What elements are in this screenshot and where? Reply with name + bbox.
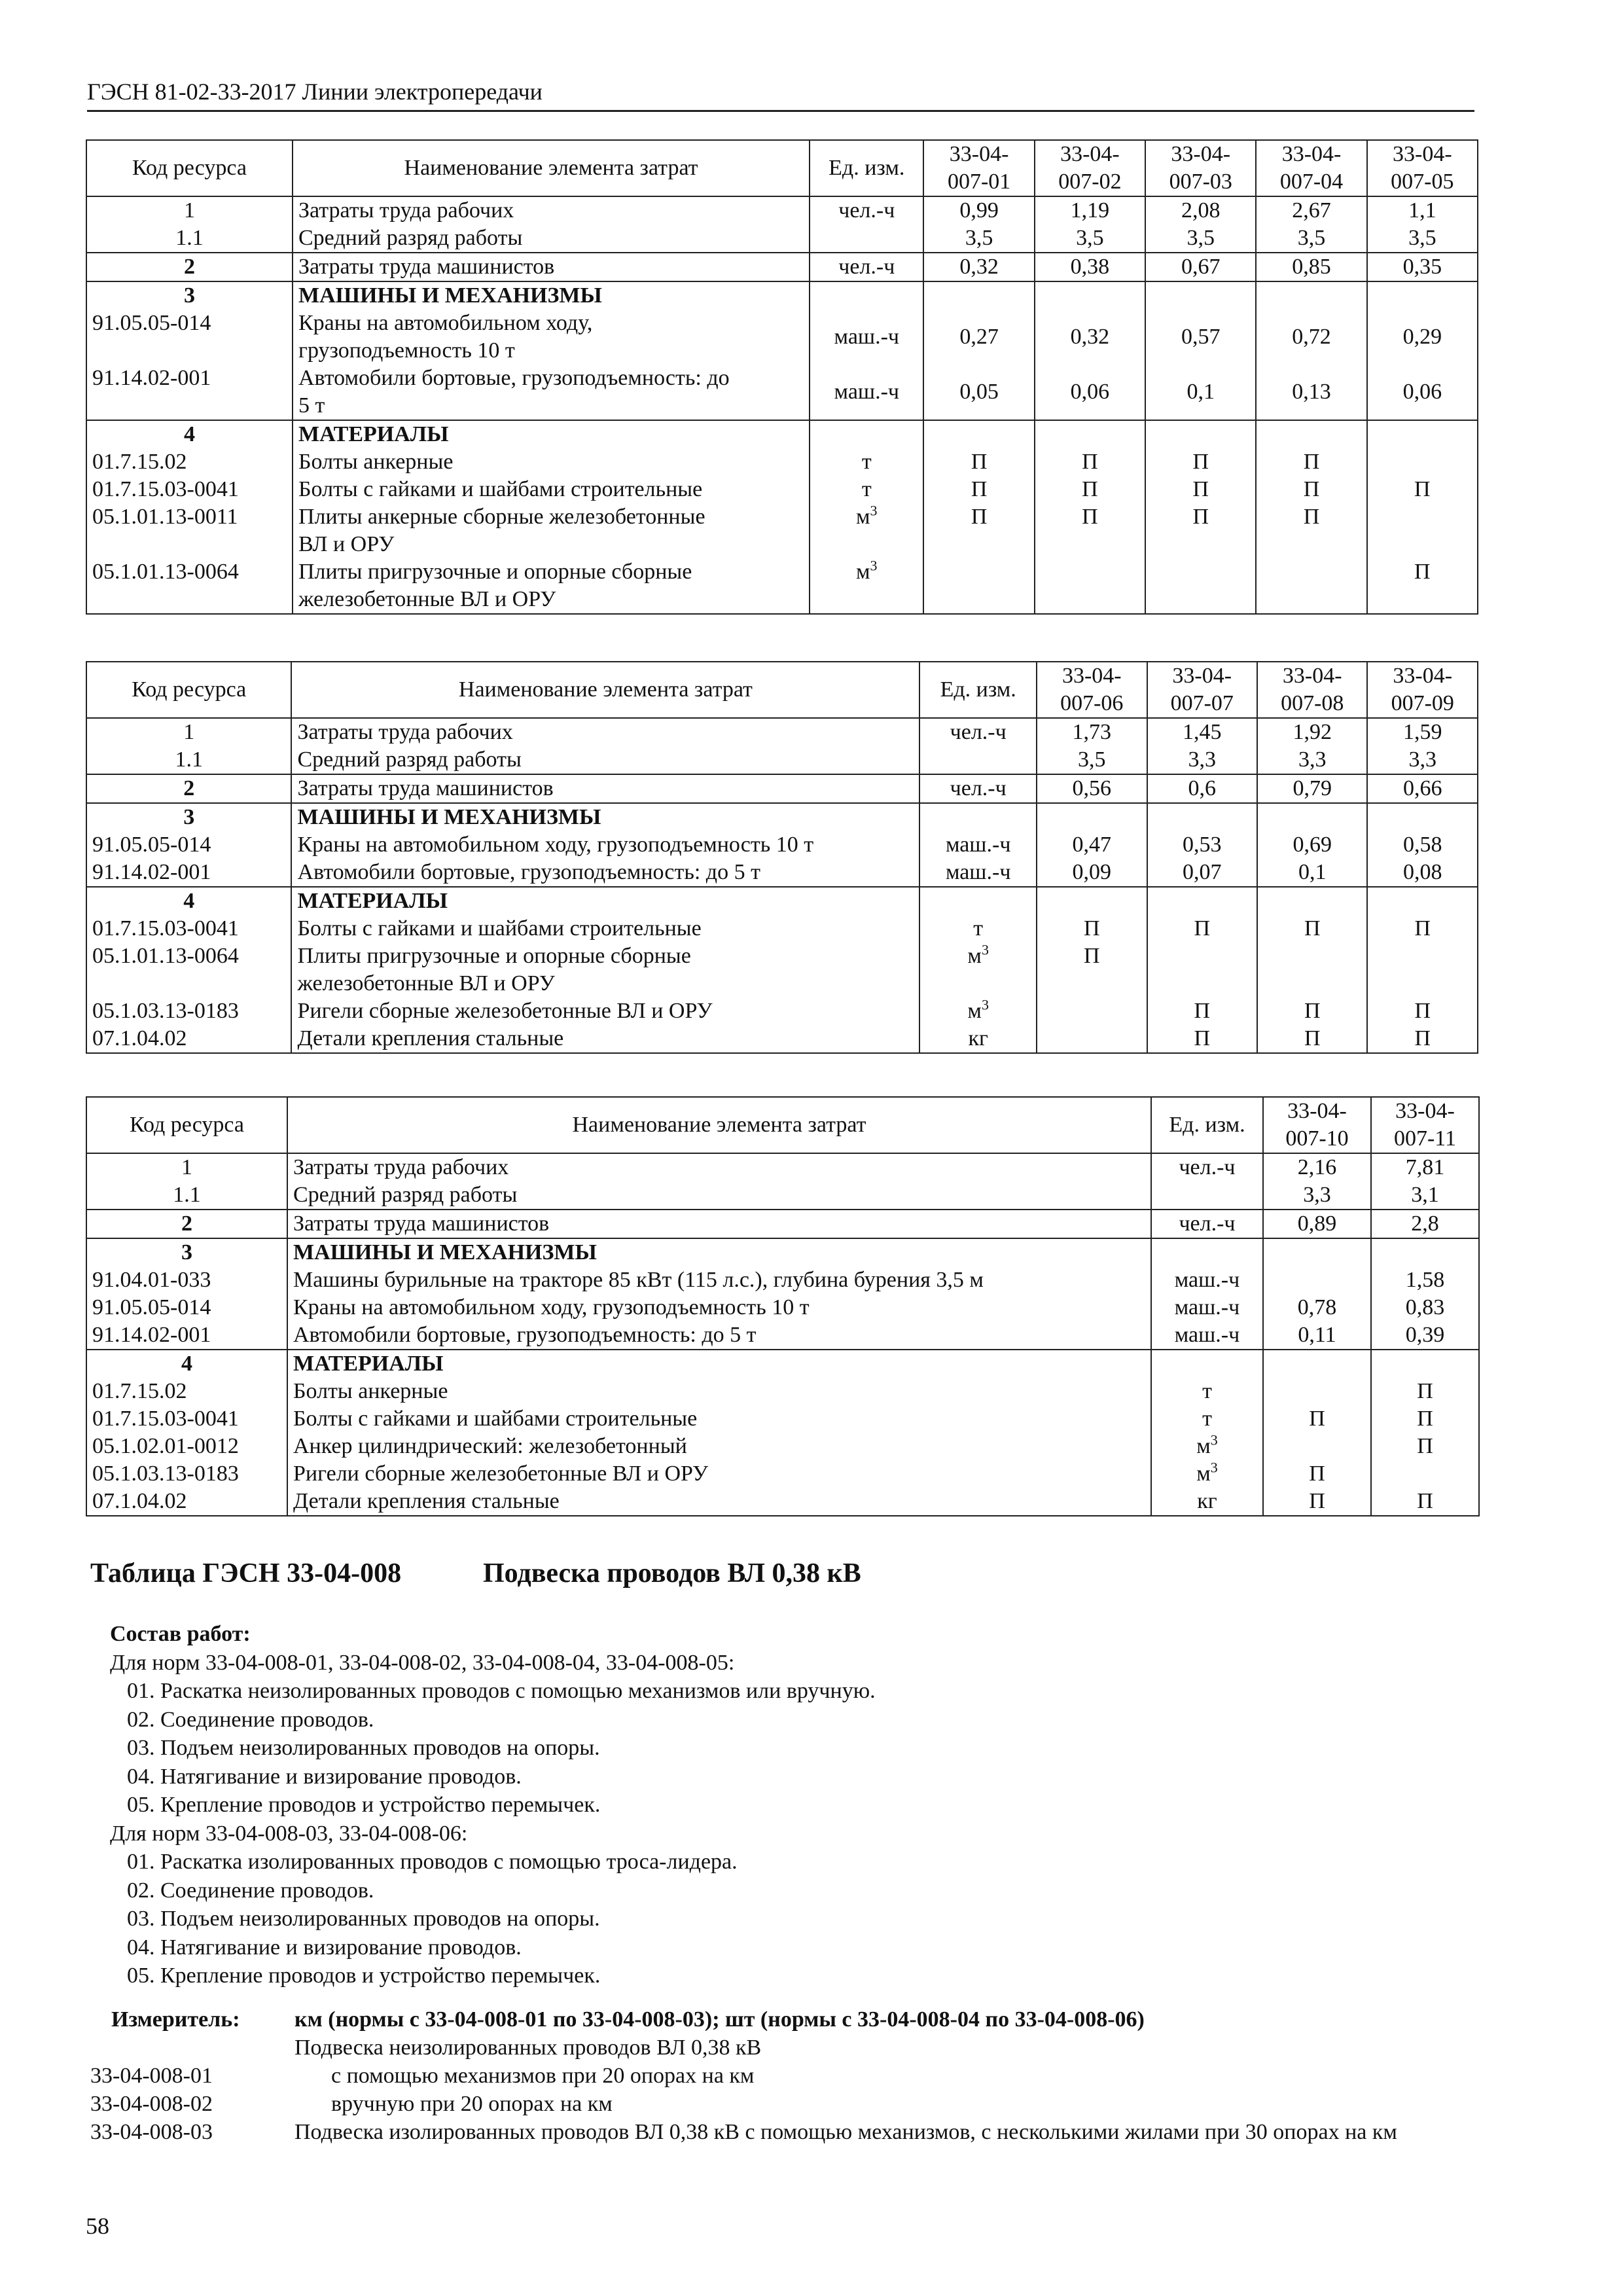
column-header: Наименование элемента затрат [291,662,919,718]
resource-name: Затраты труда рабочих [287,1153,1151,1181]
page-number: 58 [86,2213,109,2239]
table-row [86,1266,1479,1294]
table-row [86,1210,1479,1238]
norm-value: 3,3 [1367,746,1478,774]
section-heading: МАТЕРИАЛЫ [287,1350,1151,1378]
resource-code: 05.1.01.13-0064 [86,558,293,614]
measure-group: Подвеска неизолированных проводов ВЛ 0,38 кВ [294,2036,762,2060]
resource-code: 05.1.02.01-0012 [86,1433,287,1460]
norm-value: 0,69 [1257,831,1367,859]
resource-unit: $м^3$ [919,997,1037,1025]
resource-code: 4 [86,887,291,915]
column-header: 33-04- 007-05 [1367,140,1478,196]
norm-value: 1,92 [1257,718,1367,746]
norm-value: 3,3 [1257,746,1367,774]
norm-value: П [1371,1433,1479,1460]
resource-code: 4 [86,1350,287,1378]
table-title [90,1558,861,1589]
norm-value: 2,67 [1256,196,1366,224]
norm-value: П [1257,1025,1367,1053]
resource-code: 3 [86,281,293,310]
norm-value: П [923,476,1034,503]
resource-name: Затраты труда машинистов [287,1210,1151,1238]
resource-name: Затраты труда рабочих [293,196,810,224]
resource-code: 1.1 [86,746,291,774]
measure-label: Измеритель: [111,2007,240,2032]
resource-unit: чел.-ч [810,253,923,281]
table-row [86,718,1478,746]
norm-item [90,2062,1484,2090]
resource-unit: чел.-ч [1151,1210,1263,1238]
norm-value: 0,06 [1035,365,1145,420]
resource-code: 91.14.02-001 [86,365,293,420]
section-heading: МАШИНЫ И МЕХАНИЗМЫ [287,1238,1151,1266]
column-header: Код ресурса [86,662,291,718]
table-header-row [86,140,1478,196]
resource-code: 91.14.02-001 [86,859,291,887]
resource-unit: кг [1151,1488,1263,1516]
table-header-row [86,662,1478,718]
table-title-number: Таблица ГЭСН 33-04-008 [90,1558,402,1588]
resource-name: Затраты труда рабочих [291,718,919,746]
section-heading: МАТЕРИАЛЫ [291,887,919,915]
column-header: Ед. изм. [919,662,1037,718]
norm-text: вручную при 20 опорах на км [331,2092,613,2116]
norm-value: 0,29 [1367,310,1478,365]
norm-value: 0,35 [1367,253,1478,281]
norm-value: 1,45 [1147,718,1257,746]
measure-value: км (нормы с 33-04-008-01 по 33-04-008-03); шт (нормы с 33-04-008-04 по 33-04-008-06) [294,2007,1145,2032]
resource-unit: маш.-ч [1151,1266,1263,1294]
norm-value: П [1371,1405,1479,1433]
resource-table-3 [86,1096,1480,1516]
table-row [86,253,1478,281]
norm-value: 0,1 [1257,859,1367,887]
table-row [86,915,1478,942]
resource-name: Автомобили бортовые, грузоподъемность: до 5 т [293,365,810,420]
resource-unit: чел.-ч [810,196,923,224]
norm-value: 3,5 [1256,224,1366,253]
section-heading: МАШИНЫ И МЕХАНИЗМЫ [291,803,919,831]
resource-name: Анкер цилиндрический: железобетонный [287,1433,1151,1460]
norm-text: с помощью механизмов при 20 опорах на км [331,2064,755,2088]
resource-unit: т [919,915,1037,942]
resource-name: Болты анкерные [287,1378,1151,1405]
norm-value: 0,07 [1147,859,1257,887]
norm-value: П [1371,1488,1479,1516]
norm-value: 7,81 [1371,1153,1479,1181]
norm-text: Подвеска изолированных проводов ВЛ 0,38 кВ с помощью механизмов, с несколькими жилами при 30 опорах на км [294,2120,1397,2144]
resource-code: 05.1.03.13-0183 [86,1460,287,1488]
resource-code: 01.7.15.03-0041 [86,476,293,503]
norm-value: 3,3 [1147,746,1257,774]
resource-code: 91.14.02-001 [86,1321,287,1350]
table-row [86,196,1478,224]
norm-code: 33-04-008-01 [90,2064,213,2088]
work-line: 01. Раскатка неизолированных проводов с помощью механизмов или вручную. [127,1679,876,1703]
norm-value: П [1263,1460,1371,1488]
table-row [86,558,1478,614]
resource-code: 07.1.04.02 [86,1488,287,1516]
norm-value: П [1263,1405,1371,1433]
norm-value: П [1035,448,1145,476]
norm-value: П [1367,915,1478,942]
resource-code: 3 [86,1238,287,1266]
column-header: 33-04- 007-07 [1147,662,1257,718]
table-row [86,1460,1479,1488]
column-header: Ед. изм. [810,140,923,196]
resource-unit: чел.-ч [1151,1153,1263,1181]
table-title-name: Подвеска проводов ВЛ 0,38 кВ [483,1558,861,1588]
resource-code: 2 [86,774,291,803]
norm-code: 33-04-008-03 [90,2120,213,2144]
norm-code: 33-04-008-02 [90,2092,213,2116]
work-line: Для норм 33-04-008-01, 33-04-008-02, 33-04-008-04, 33-04-008-05: [110,1650,735,1675]
table-row [86,1025,1478,1053]
norm-value: П [1037,915,1147,942]
table-row [86,887,1478,915]
norm-value: 0,13 [1256,365,1366,420]
table-row [86,503,1478,558]
norm-value: П [1367,558,1478,614]
table-row [86,1294,1479,1321]
table-row [86,310,1478,365]
norm-value: 0,32 [1035,310,1145,365]
resource-name: Детали крепления стальные [291,1025,919,1053]
work-line: 02. Соединение проводов. [127,1878,374,1903]
column-header: 33-04- 007-09 [1367,662,1478,718]
resource-name: Плиты пригрузочные и опорные сборные железобетонные ВЛ и ОРУ [291,942,919,997]
norm-value: П [923,448,1034,476]
resource-code: 1 [86,1153,287,1181]
resource-code: 4 [86,420,293,448]
norm-value: 0,85 [1256,253,1366,281]
resource-code: 1 [86,718,291,746]
norm-value: 0,99 [923,196,1034,224]
column-header: 33-04- 007-06 [1037,662,1147,718]
column-header: Ед. изм. [1151,1097,1263,1153]
work-line: 02. Соединение проводов. [127,1707,374,1732]
column-header: 33-04- 007-10 [1263,1097,1371,1153]
norm-value: 2,8 [1371,1210,1479,1238]
resource-name: Затраты труда машинистов [291,774,919,803]
norm-value: П [1367,1025,1478,1053]
norm-value: П [1371,1378,1479,1405]
resource-code: 91.04.01-033 [86,1266,287,1294]
norm-value: П [923,503,1034,558]
norm-value: П [1037,942,1147,997]
norm-value: 0,83 [1371,1294,1479,1321]
norm-value: 3,5 [923,224,1034,253]
work-line: 05. Крепление проводов и устройство перемычек. [127,1964,601,1988]
resource-unit: т [1151,1378,1263,1405]
norm-value: П [1256,503,1366,558]
norm-value: П [1147,1025,1257,1053]
table-row [86,448,1478,476]
measure-section [90,2005,1484,2146]
work-line: 01. Раскатка изолированных проводов с помощью троса-лидера. [127,1850,738,1874]
norm-value: 0,32 [923,253,1034,281]
resource-unit: чел.-ч [919,774,1037,803]
norm-value: 0,6 [1147,774,1257,803]
table-row [86,476,1478,503]
column-header: Наименование элемента затрат [293,140,810,196]
norm-item [90,2118,1484,2146]
resource-unit: маш.-ч [919,831,1037,859]
column-header: 33-04- 007-01 [923,140,1034,196]
table-row [86,997,1478,1025]
resource-name: Болты с гайками и шайбами строительные [291,915,919,942]
norm-value: 3,5 [1037,746,1147,774]
resource-table-2 [86,661,1478,1054]
norm-value: 1,73 [1037,718,1147,746]
resource-name: Плиты анкерные сборные железобетонные ВЛ и ОРУ [293,503,810,558]
table-header-row [86,1097,1479,1153]
running-header: ГЭСН 81-02-33-2017 Линии электропередачи [87,77,1474,112]
table-row [86,1153,1479,1181]
table-row [86,1181,1479,1210]
norm-value: П [1145,476,1256,503]
resource-code: 91.05.05-014 [86,1294,287,1321]
resource-code: 1.1 [86,1181,287,1210]
table-row [86,1378,1479,1405]
resource-table-1 [86,139,1478,615]
resource-code: 01.7.15.02 [86,1378,287,1405]
resource-unit: $м^3$ [1151,1460,1263,1488]
resource-unit: маш.-ч [919,859,1037,887]
work-line: 03. Подъем неизолированных проводов на опоры. [127,1736,600,1760]
norm-value: 0,1 [1145,365,1256,420]
resource-code: 05.1.01.13-0011 [86,503,293,558]
column-header: 33-04- 007-11 [1371,1097,1479,1153]
norm-value: П [1256,476,1366,503]
table-row [86,365,1478,420]
table-row [86,1350,1479,1378]
norm-value: 0,06 [1367,365,1478,420]
column-header: Код ресурса [86,140,293,196]
table-row [86,942,1478,997]
resource-name: Машины бурильные на тракторе 85 кВт (115 л.с.), глубина бурения 3,5 м [287,1266,1151,1294]
resource-code: 01.7.15.03-0041 [86,915,291,942]
section-heading: МАШИНЫ И МЕХАНИЗМЫ [293,281,810,310]
column-header: 33-04- 007-03 [1145,140,1256,196]
resource-code: 01.7.15.03-0041 [86,1405,287,1433]
resource-code: 1 [86,196,293,224]
table-row [86,1488,1479,1516]
section-heading: МАТЕРИАЛЫ [293,420,810,448]
work-composition [110,1620,876,1990]
norm-value: 0,05 [923,365,1034,420]
work-line: 04. Натягивание и визирование проводов. [127,1764,522,1789]
resource-unit: $м^3$ [810,558,923,614]
norm-value: П [1035,476,1145,503]
norm-value: 0,27 [923,310,1034,365]
resource-name: Средний разряд работы [293,224,810,253]
norm-value: 0,78 [1263,1294,1371,1321]
norm-value: 3,1 [1371,1181,1479,1210]
norm-item [90,2090,1484,2118]
table-row [86,1321,1479,1350]
norm-value: 0,09 [1037,859,1147,887]
norm-value: 0,67 [1145,253,1256,281]
norm-value: 2,16 [1263,1153,1371,1181]
resource-name: Краны на автомобильном ходу, грузоподъемность 10 т [291,831,919,859]
resource-code: 05.1.03.13-0183 [86,997,291,1025]
norm-value: 1,59 [1367,718,1478,746]
table-row [86,1238,1479,1266]
column-header: 33-04- 007-04 [1256,140,1366,196]
norm-value: П [1257,915,1367,942]
norm-value: 0,72 [1256,310,1366,365]
work-line: 04. Натягивание и визирование проводов. [127,1935,522,1960]
column-header: 33-04- 007-08 [1257,662,1367,718]
norm-value: 0,89 [1263,1210,1371,1238]
resource-unit: т [1151,1405,1263,1433]
column-header: Наименование элемента затрат [287,1097,1151,1153]
norm-value: 3,3 [1263,1181,1371,1210]
resource-unit: т [810,476,923,503]
work-line: 05. Крепление проводов и устройство перемычек. [127,1793,601,1817]
resource-unit: маш.-ч [1151,1321,1263,1350]
resource-unit: чел.-ч [919,718,1037,746]
column-header: Код ресурса [86,1097,287,1153]
resource-name: Болты анкерные [293,448,810,476]
resource-code: 05.1.01.13-0064 [86,942,291,997]
norm-value: П [1263,1488,1371,1516]
table-row [86,803,1478,831]
norm-value: 0,57 [1145,310,1256,365]
resource-code: 2 [86,253,293,281]
norm-value: П [1367,997,1478,1025]
resource-unit: маш.-ч [810,310,923,365]
resource-code: 07.1.04.02 [86,1025,291,1053]
resource-unit: т [810,448,923,476]
table-row [86,774,1478,803]
resource-name: Затраты труда машинистов [293,253,810,281]
work-composition-heading: Состав работ: [110,1622,251,1646]
resource-unit: $м^3$ [919,942,1037,997]
resource-code: 91.05.05-014 [86,831,291,859]
work-line: 03. Подъем неизолированных проводов на опоры. [127,1907,600,1931]
norm-value: 1,58 [1371,1266,1479,1294]
norm-value: 0,08 [1367,859,1478,887]
norm-value: 0,66 [1367,774,1478,803]
norm-value: 0,39 [1371,1321,1479,1350]
table-row [86,1405,1479,1433]
norm-value: 0,79 [1257,774,1367,803]
resource-name: Ригели сборные железобетонные ВЛ и ОРУ [291,997,919,1025]
resource-unit: маш.-ч [810,365,923,420]
norm-value: П [1147,915,1257,942]
norm-value: 3,5 [1145,224,1256,253]
norm-value: 0,38 [1035,253,1145,281]
resource-name: Ригели сборные железобетонные ВЛ и ОРУ [287,1460,1151,1488]
resource-unit: кг [919,1025,1037,1053]
norm-value: 0,58 [1367,831,1478,859]
norm-value: П [1257,997,1367,1025]
resource-name: Средний разряд работы [291,746,919,774]
norm-value: 1,19 [1035,196,1145,224]
table-row [86,1433,1479,1460]
resource-name: Болты с гайками и шайбами строительные [293,476,810,503]
resource-name: Краны на автомобильном ходу, грузоподъемность 10 т [293,310,810,365]
norm-value: 2,08 [1145,196,1256,224]
resource-unit: маш.-ч [1151,1294,1263,1321]
table-row [86,224,1478,253]
norm-value: 3,5 [1367,224,1478,253]
table-row [86,420,1478,448]
resource-unit: $м^3$ [810,503,923,558]
work-line: Для норм 33-04-008-03, 33-04-008-06: [110,1821,468,1846]
table-row [86,746,1478,774]
norm-value: 0,47 [1037,831,1147,859]
norm-value: П [1145,503,1256,558]
table-row [86,831,1478,859]
norm-value: П [1035,503,1145,558]
resource-unit: $м^3$ [1151,1433,1263,1460]
norm-value: 3,5 [1035,224,1145,253]
resource-name: Детали крепления стальные [287,1488,1151,1516]
resource-name: Автомобили бортовые, грузоподъемность: до 5 т [287,1321,1151,1350]
norm-value: 0,11 [1263,1321,1371,1350]
resource-code: 1.1 [86,224,293,253]
resource-code: 2 [86,1210,287,1238]
table-row [86,859,1478,887]
norm-value: П [1256,448,1366,476]
resource-name: Плиты пригрузочные и опорные сборные железобетонные ВЛ и ОРУ [293,558,810,614]
norm-value: П [1145,448,1256,476]
resource-code: 91.05.05-014 [86,310,293,365]
resource-name: Автомобили бортовые, грузоподъемность: до 5 т [291,859,919,887]
norm-value: П [1367,476,1478,503]
resource-name: Болты с гайками и шайбами строительные [287,1405,1151,1433]
resource-name: Средний разряд работы [287,1181,1151,1210]
norm-value: П [1147,997,1257,1025]
resource-name: Краны на автомобильном ходу, грузоподъемность 10 т [287,1294,1151,1321]
resource-code: 01.7.15.02 [86,448,293,476]
norm-value: 0,56 [1037,774,1147,803]
norm-value: 0,53 [1147,831,1257,859]
norm-value: 1,1 [1367,196,1478,224]
resource-code: 3 [86,803,291,831]
column-header: 33-04- 007-02 [1035,140,1145,196]
table-row [86,281,1478,310]
